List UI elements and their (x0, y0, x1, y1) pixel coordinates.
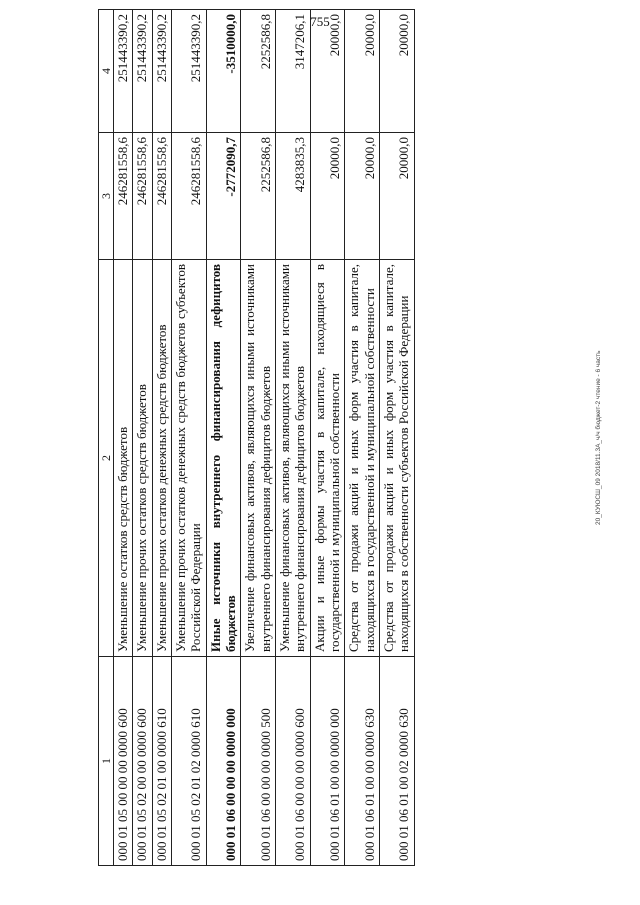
name-cell: Средства от продажи акций и иных форм участия в капитале, находящихся в собственности субъектов Российской Федерации (380, 260, 415, 657)
value-col4-cell: 20000,0 (310, 10, 345, 133)
value-col3-cell: 246281558,6 (172, 133, 207, 260)
name-cell: Средства от продажи акций и иных форм участия в капитале, находящихся в государственной и муниципальной собственности (345, 260, 380, 657)
code-cell: 000 01 05 02 00 00 0000 600 (133, 657, 152, 866)
value-col3-cell: 4283835,3 (276, 133, 311, 260)
value-col4-cell: 251443390,2 (172, 10, 207, 133)
value-col3-cell: 20000,0 (380, 133, 415, 260)
table-row (241, 10, 276, 866)
value-col4-cell: 251443390,2 (114, 10, 133, 133)
name-cell: Уменьшение остатков средств бюджетов (114, 260, 133, 657)
name-cell: Уменьшение прочих остатков денежных средств бюджетов (152, 260, 171, 657)
value-col4-cell: -3510000,0 (206, 10, 241, 133)
name-cell: Иные источники внутреннего финансирования дефицитов бюджетов (206, 260, 241, 657)
code-cell: 000 01 05 00 00 00 0000 600 (114, 657, 133, 866)
col-header-1: 1 (99, 657, 114, 866)
col-header-2: 2 (99, 260, 114, 657)
code-cell: 000 01 06 00 00 00 0000 600 (276, 657, 311, 866)
value-col3-cell: 246281558,6 (133, 133, 152, 260)
code-cell: 000 01 05 02 01 00 0000 610 (152, 657, 171, 866)
name-cell: Увеличение финансовых активов, являющихся иными источниками внутреннего финансирования дефицитов бюджетов (241, 260, 276, 657)
value-col3-cell: -2772090,7 (206, 133, 241, 260)
header-row (99, 10, 114, 866)
table-row (310, 10, 345, 866)
value-col3-cell: 20000,0 (345, 133, 380, 260)
table-row (345, 10, 380, 866)
value-col3-cell: 2252586,8 (241, 133, 276, 260)
value-col3-cell: 246281558,6 (114, 133, 133, 260)
value-col4-cell: 2252586,8 (241, 10, 276, 133)
budget-table (98, 9, 415, 866)
table-row (152, 10, 171, 866)
name-cell: Акции и иные формы участия в капитале, находящиеся в государственной и муниципальной собственности (310, 260, 345, 657)
value-col4-cell: 20000,0 (380, 10, 415, 133)
code-cell: 000 01 06 01 00 02 0000 630 (380, 657, 415, 866)
table-row (114, 10, 133, 866)
table-row (380, 10, 415, 866)
page-number: 755 (310, 14, 330, 29)
value-col4-cell: 251443390,2 (152, 10, 171, 133)
name-cell: Уменьшение прочих остатков денежных средств бюджетов субъектов Российской Федерации (172, 260, 207, 657)
value-col4-cell: 20000,0 (345, 10, 380, 133)
col-header-4: 4 (99, 10, 114, 133)
value-col3-cell: 246281558,6 (152, 133, 171, 260)
table-row (276, 10, 311, 866)
value-col4-cell: 251443390,2 (133, 10, 152, 133)
code-cell: 000 01 06 00 00 00 0000 000 (206, 657, 241, 866)
table-row (133, 10, 152, 866)
value-col3-cell: 20000,0 (310, 133, 345, 260)
side-note: 20_КУЮСШ_09 2018/11.3А_ч/ч бюджет-2 чтение - 6 часть (595, 350, 602, 525)
col-header-3: 3 (99, 133, 114, 260)
code-cell: 000 01 06 01 00 00 0000 000 (310, 657, 345, 866)
name-cell: Уменьшение финансовых активов, являющихся иными источниками внутреннего финансирования дефицитов бюджетов (276, 260, 311, 657)
code-cell: 000 01 06 01 00 00 0000 630 (345, 657, 380, 866)
code-cell: 000 01 06 00 00 00 0000 500 (241, 657, 276, 866)
code-cell: 000 01 05 02 01 02 0000 610 (172, 657, 207, 866)
value-col4-cell: 3147206,1 (276, 10, 311, 133)
name-cell: Уменьшение прочих остатков средств бюджетов (133, 260, 152, 657)
table-row (206, 10, 241, 866)
table-row (172, 10, 207, 866)
